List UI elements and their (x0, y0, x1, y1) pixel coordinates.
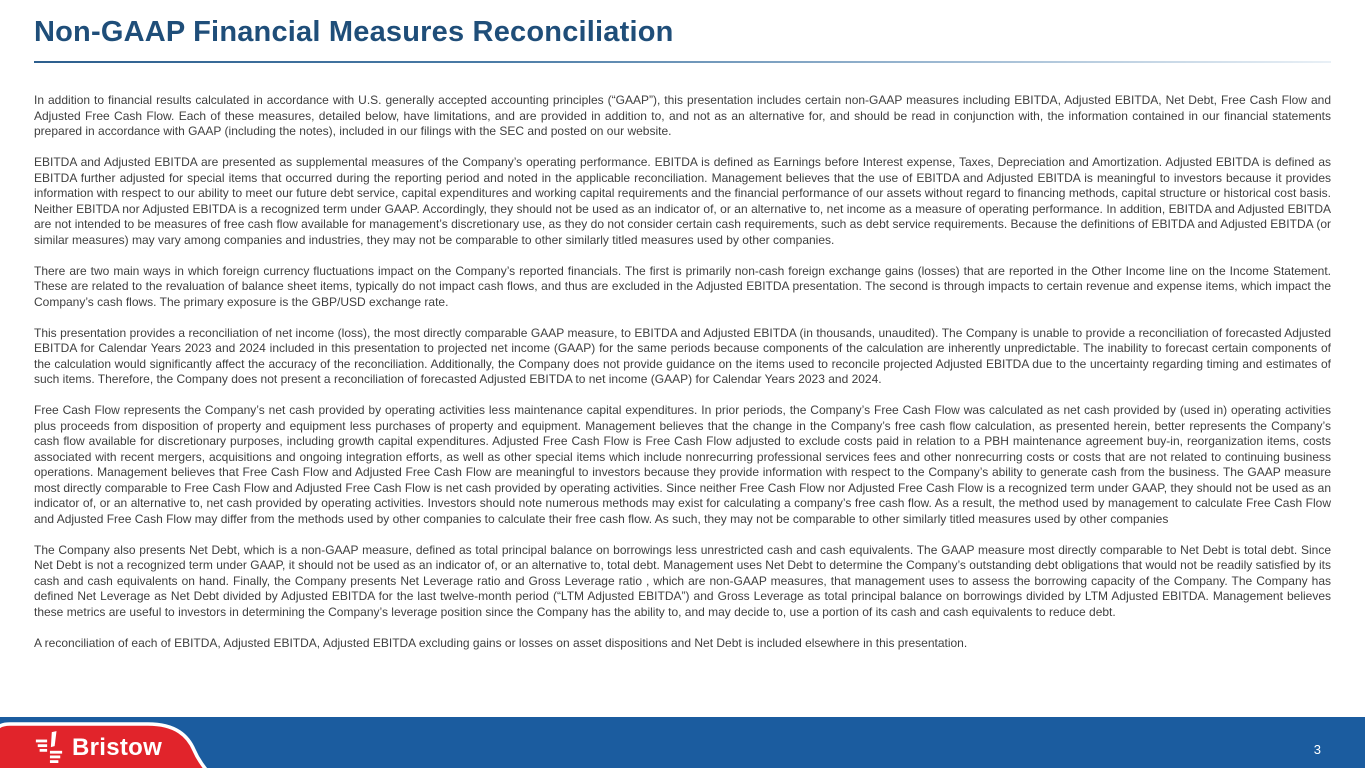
slide (0, 14, 1365, 768)
bristow-logo-tab (0, 717, 230, 768)
title-divider (34, 61, 1331, 63)
body-text (34, 93, 1331, 716)
paragraph-foreign-currency: There are two main ways in which foreign currency fluctuations impact on the Company’s reported financials. The first is primarily non-cash foreign exchange gains (losses) that are reported in the Other Income line on the Income Statement. These are related to the revaluation of balance sheet items, typically do not impact cash flows, and thus are excluded in the Adjusted EBITDA presentation. The second is through impacts to certain revenue and expense items, which impact the Company’s cash flows. The primary exposure is the GBP/USD exchange rate. (34, 263, 1331, 309)
paragraph-ebitda: EBITDA and Adjusted EBITDA are presented as supplemental measures of the Company’s operating performance. EBITDA is defined as Earnings before Interest expense, Taxes, Depreciation and Amortization. Adjusted EBITDA is defined as EBITDA further adjusted for special items that occurred during the reporting period and noted in the applicable reconciliation. Management believes that the use of EBITDA and Adjusted EBITDA is meaningful to investors because it provides information with respect to our ability to meet our future debt service, capital expenditures and working capital requirements and the financial performance of our assets without regard to financing methods, capital structure or historical cost basis. Neither EBITDA nor Adjusted EBITDA is a recognized term under GAAP. Accordingly, they should not be used as an indicator of, or an alternative to, net income as a measure of operating performance. In addition, EBITDA and Adjusted EBITDA are not intended to be measures of free cash flow available for management’s discretionary use, as they do not consider certain cash requirements, such as debt service requirements. Because the definitions of EBITDA and Adjusted EBITDA (or similar measures) may vary among companies and industries, they may not be comparable to other similarly titled measures used by other companies. (34, 155, 1331, 247)
paragraph-gaap-intro: In addition to financial results calculated in accordance with U.S. generally accepted accounting principles (“GAAP”), this presentation includes certain non-GAAP measures including EBITDA, Adjusted EBITDA, Net Debt, Free Cash Flow and Adjusted Free Cash Flow. Each of these measures, detailed below, have limitations, and are provided in addition to, and not as an alternative for, and should be read in conjunction with, the information contained in our financial statements prepared in accordance with GAAP (including the notes), included in our filings with the SEC and posted on our website. (34, 93, 1331, 138)
paragraph-reconciliation: This presentation provides a reconciliation of net income (loss), the most directly comparable GAAP measure, to EBITDA and Adjusted EBITDA (in thousands, unaudited). The Company is unable to provide a reconciliation of forecasted Adjusted EBITDA for Calendar Years 2023 and 2024 included in this presentation to projected net income (GAAP) for the same periods because components of the calculation are inherently unpredictable. The inability to forecast certain components of the calculation would significantly affect the accuracy of the reconciliation. Additionally, the Company does not provide guidance on the items used to reconcile projected Adjusted EBITDA due to the uncertainty regarding timing and estimates of such items. Therefore, the Company does not present a reconciliation of forecasted Adjusted EBITDA to net income (GAAP) for Calendar Years 2023 and 2024. (34, 325, 1331, 386)
paragraph-closing: A reconciliation of each of EBITDA, Adjusted EBITDA, Adjusted EBITDA excluding gains or losses on asset dispositions and Net Debt is included elsewhere in this presentation. (34, 635, 968, 650)
bristow-logo (34, 731, 162, 765)
page-number: 3 (1313, 742, 1321, 757)
footer-bar (0, 717, 1365, 768)
paragraph-free-cash-flow: Free Cash Flow represents the Company’s net cash provided by operating activities less maintenance capital expenditures. In prior periods, the Company’s Free Cash Flow was calculated as net cash provided by (used in) operating activities plus proceeds from disposition of property and equipment less purchases of property and equipment. Management believes that the change in the Company’s free cash flow calculation, as presented herein, better represents the Company’s cash flow available for discretionary purposes, including growth capital expenditures. Adjusted Free Cash Flow is Free Cash Flow adjusted to exclude costs paid in relation to a PBH maintenance agreement buy-in, reorganization items, costs associated with recent mergers, acquisitions and ongoing integration efforts, as well as other special items which include nonrecurring professional services fees and other nonrecurring costs or costs that are not related to continuing business operations. Management believes that Free Cash Flow and Adjusted Free Cash Flow are meaningful to investors because they provide information with respect to the Company’s ability to generate cash from the business. The GAAP measure most directly comparable to Free Cash Flow and Adjusted Free Cash Flow is net cash provided by operating activities. Since neither Free Cash Flow nor Adjusted Free Cash Flow is a recognized term under GAAP, they should not be used as an indicator of, or an alternative to, net cash provided by operating activities. Investors should note numerous methods may exist for calculating a company’s free cash flow. As a result, the method used by management to calculate Free Cash Flow and Adjusted Free Cash Flow may differ from the methods used by other companies to calculate their free cash flow. As such, they may not be comparable to other similarly titled measures used by other companies (34, 403, 1331, 526)
bristow-rotor-icon (34, 731, 64, 765)
page-title: Non-GAAP Financial Measures Reconciliation (34, 16, 674, 48)
paragraph-net-debt: The Company also presents Net Debt, which is a non-GAAP measure, defined as total principal balance on borrowings less unrestricted cash and cash equivalents. The GAAP measure most directly comparable to Net Debt is total debt. Since Net Debt is not a recognized term under GAAP, it should not be used as an indicator of, or an alternative to, total debt. Management uses Net Debt to determine the Company’s outstanding debt obligations that would not be readily satisfied by its cash and cash equivalents on hand. Finally, the Company presents Net Leverage ratio and Gross Leverage ratio , which are non-GAAP measures, that management uses to assess the borrowing capacity of the Company. The Company has defined Net Leverage as Net Debt divided by Adjusted EBITDA for the last twelve-month period (“LTM Adjusted EBITDA”) and Gross Leverage as total principal balance on borrowings divided by LTM Adjusted EBITDA. Management believes these metrics are useful to investors in determining the Company’s leverage position since the Company has the ability to, and may decide to, use a portion of its cash and cash equivalents to reduce debt. (34, 542, 1331, 619)
brand-name: Bristow (72, 734, 163, 761)
